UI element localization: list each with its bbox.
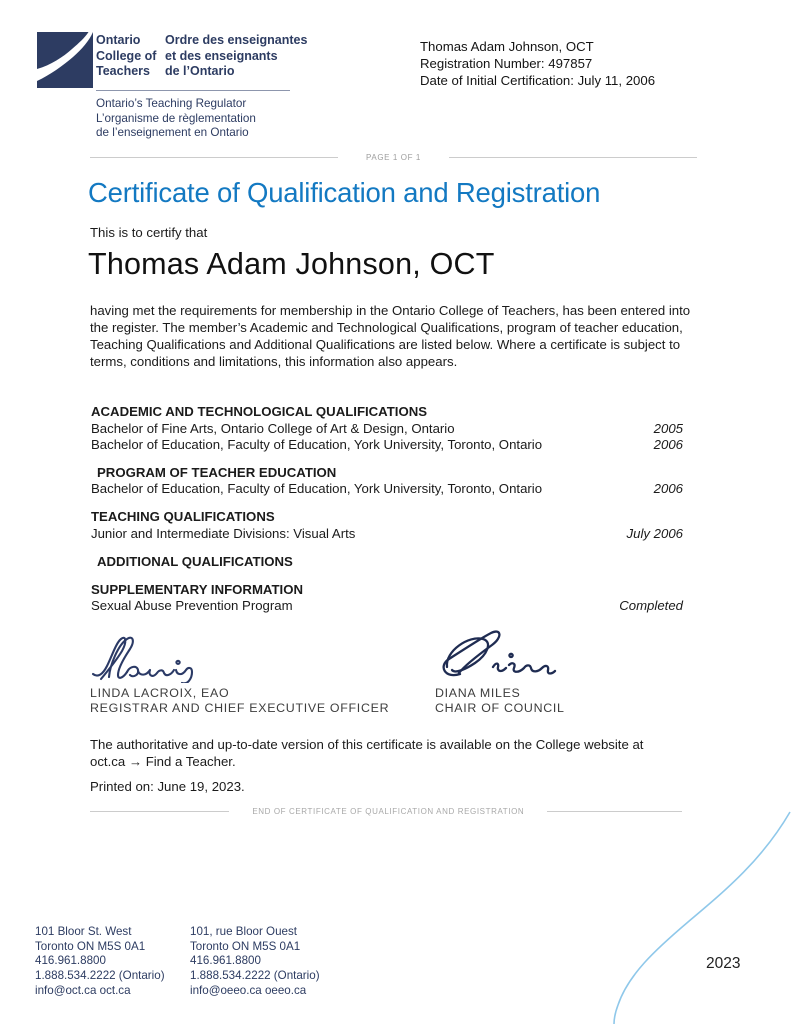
qualification-year: 2005 <box>653 420 683 436</box>
certify-line: This is to certify that <box>90 225 208 240</box>
authoritative-note <box>90 736 643 770</box>
authoritative-note-line: The authoritative and up-to-date version of this certificate is available on the College website at <box>90 737 644 752</box>
registrar-name: LINDA LACROIX, EAO <box>90 686 230 700</box>
qualification-text: Bachelor of Fine Arts, Ontario College of Art & Design, Ontario <box>91 420 455 436</box>
address-line: Toronto ON M5S 0A1 <box>35 939 146 953</box>
oct-swoosh-logo-icon <box>37 32 93 88</box>
brand-line: Ontario <box>96 33 141 47</box>
registrar-signature-block <box>90 633 389 716</box>
lacroix-signature-icon <box>90 633 210 683</box>
chair-title: CHAIR OF COUNCIL <box>435 701 565 716</box>
section-heading: TEACHING QUALIFICATIONS <box>91 509 275 525</box>
tagline-line: L’organisme de règlementation <box>96 111 256 125</box>
tagline-line: de l’enseignement en Ontario <box>96 126 249 140</box>
intro-paragraph: having met the requirements for membership in the Ontario College of Teachers, has been entered into the register. The member’s Academic and Technological Qualifications, program of teacher education, Teaching Qualifications and Additional Qualifications are listed below. Where a certificate is subject to terms, conditions and limitations, this information also appears. <box>90 303 691 370</box>
brand-name-english <box>96 33 156 80</box>
address-line: 101, rue Bloor Ouest <box>190 925 297 938</box>
footer-address-french <box>190 925 320 999</box>
address-line: 1.888.534.2222 (Ontario) <box>190 969 320 983</box>
qualification-text: Sexual Abuse Prevention Program <box>91 598 293 614</box>
end-marker-label: END OF CERTIFICATE OF QUALIFICATION AND REGISTRATION <box>252 807 525 816</box>
address-line: info@oeeo.ca oeeo.ca <box>190 983 307 997</box>
member-info-initial-certification: Date of Initial Certification: July 11, 2006 <box>420 72 656 88</box>
footer-address-english <box>35 925 165 999</box>
section-academic-technological <box>91 404 683 453</box>
section-teaching-qualifications <box>91 509 683 542</box>
section-additional-qualifications <box>91 554 683 571</box>
divider-line <box>90 157 338 158</box>
page-marker-label: PAGE 1 OF 1 <box>366 153 421 162</box>
brand-line: Ordre des enseignantes <box>165 33 308 47</box>
authoritative-note-line: oct.ca → Find a Teacher. <box>90 754 236 770</box>
divider-line <box>90 811 229 812</box>
section-heading: ACADEMIC AND TECHNOLOGICAL QUALIFICATIONS <box>91 404 428 419</box>
brand-tagline <box>96 97 256 141</box>
year-badge: 2023 <box>706 955 741 972</box>
chair-signature-block <box>435 629 565 716</box>
tagline-line: Ontario’s Teaching Regulator <box>96 97 247 110</box>
printed-on-line: Printed on: June 19, 2023. <box>90 779 245 794</box>
address-line: 416.961.8800 <box>190 954 261 968</box>
member-info-name: Thomas Adam Johnson, OCT <box>420 39 594 54</box>
registrar-title: REGISTRAR AND CHIEF EXECUTIVE OFFICER <box>90 701 390 716</box>
corner-curve-decoration <box>590 800 791 1024</box>
qualification-row <box>91 437 683 453</box>
chair-name: DIANA MILES <box>435 686 521 700</box>
qualification-row <box>91 421 683 437</box>
address-line: 101 Bloor St. West <box>35 925 132 938</box>
qualification-year: 2006 <box>653 481 683 497</box>
section-heading: PROGRAM OF TEACHER EDUCATION <box>97 464 337 480</box>
qualification-status: Completed <box>619 598 683 614</box>
qualification-row <box>91 598 683 614</box>
qualification-row <box>91 481 683 497</box>
qualification-text: Bachelor of Education, Faculty of Education, York University, Toronto, Ontario <box>91 481 543 497</box>
qualification-year: July 2006 <box>626 525 683 541</box>
brand-line: Teachers <box>96 64 150 78</box>
qualification-sections <box>91 404 683 626</box>
address-line: 1.888.534.2222 (Ontario) <box>35 969 165 983</box>
brand-divider <box>96 90 290 91</box>
page-marker-divider <box>90 153 697 162</box>
brand-name-french <box>165 33 307 80</box>
section-teacher-education <box>91 465 683 498</box>
address-line: Toronto ON M5S 0A1 <box>190 939 301 953</box>
section-heading: ADDITIONAL QUALIFICATIONS <box>97 553 293 569</box>
certificate-title: Certificate of Qualification and Registration <box>88 177 601 208</box>
qualification-row <box>91 526 683 542</box>
miles-signature-icon <box>435 629 560 681</box>
brand-line: College of <box>96 48 157 63</box>
member-info-registration: Registration Number: 497857 <box>420 55 593 71</box>
address-line: 416.961.8800 <box>35 954 106 968</box>
qualification-year: 2006 <box>653 436 683 452</box>
section-heading: SUPPLEMENTARY INFORMATION <box>91 581 303 597</box>
divider-line <box>449 157 697 158</box>
qualification-text: Junior and Intermediate Divisions: Visual Arts <box>91 525 356 541</box>
section-supplementary-information <box>91 582 683 615</box>
qualification-text: Bachelor of Education, Faculty of Education, York University, Toronto, Ontario <box>91 436 543 452</box>
brand-line: et des enseignants <box>165 48 278 63</box>
address-line: info@oct.ca oct.ca <box>35 983 131 997</box>
member-name: Thomas Adam Johnson, OCT <box>88 247 495 281</box>
brand-line: de l’Ontario <box>165 64 235 78</box>
member-info-block <box>420 39 655 89</box>
